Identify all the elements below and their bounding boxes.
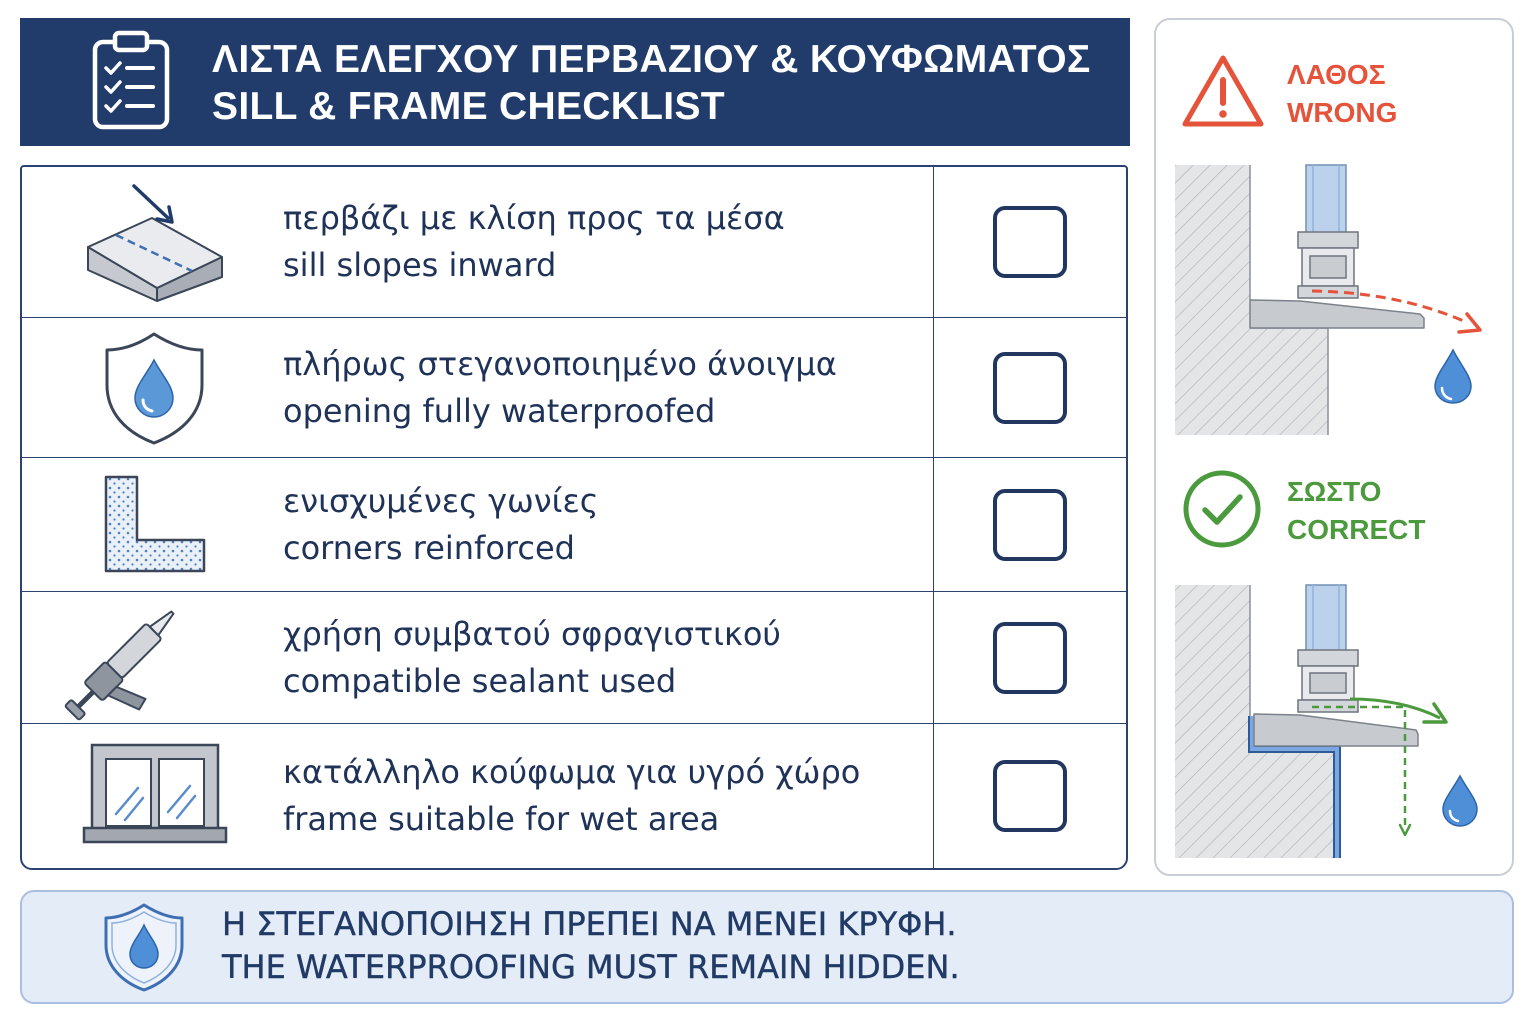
correct-label-english: CORRECT: [1287, 514, 1426, 545]
item-text-english: opening fully waterproofed: [283, 391, 716, 430]
wrong-label: [1287, 56, 1397, 132]
checklist-row: [22, 318, 1126, 458]
correct-label: [1287, 473, 1425, 549]
window-frame-icon: [78, 738, 232, 848]
note-text-english: THE WATERPROOFING MUST REMAIN HIDDEN.: [222, 948, 960, 986]
window-sill: [1254, 714, 1418, 746]
water-drop-icon: [1435, 350, 1471, 403]
page-title: [212, 36, 1091, 130]
checklist-item-text: [283, 318, 837, 457]
clipboard-checklist-icon: [86, 28, 176, 134]
sloped-sill-icon: [70, 175, 240, 310]
shield-water-drop-icon: [95, 328, 215, 450]
item-text-english: compatible sealant used: [283, 661, 677, 700]
checklist-row: [22, 724, 1126, 868]
check-cell: [933, 458, 1126, 591]
caulking-gun-icon: [60, 598, 190, 720]
check-cell: [933, 167, 1126, 317]
item-text-greek: πλήρως στεγανοποιημένο άνοιγμα: [283, 344, 837, 383]
item-text-english: corners reinforced: [283, 528, 575, 567]
checkbox[interactable]: [993, 760, 1067, 832]
item-text-greek: ενισχυμένες γωνίες: [283, 481, 599, 520]
check-cell: [933, 724, 1126, 868]
window-frame: [1298, 165, 1358, 298]
check-circle-icon: [1180, 467, 1264, 551]
note-banner: [20, 890, 1514, 1004]
item-text-greek: χρήση συμβατού σφραγιστικού: [283, 614, 781, 653]
wrong-label-english: WRONG: [1287, 97, 1398, 128]
wrong-label-greek: ΛΑΘΟΣ: [1287, 59, 1386, 90]
correct-sill-diagram: [1170, 580, 1490, 865]
shield-water-drop-icon: [100, 900, 188, 995]
note-text: [222, 903, 960, 989]
warning-triangle-icon: [1180, 52, 1266, 130]
checklist-row: [22, 592, 1126, 724]
comparison-panel: [1154, 18, 1514, 876]
water-drop-icon: [1443, 776, 1477, 826]
window-sill: [1250, 300, 1424, 328]
checkbox[interactable]: [993, 622, 1067, 694]
checkbox[interactable]: [993, 489, 1067, 561]
check-cell: [933, 318, 1126, 457]
wrong-sill-diagram: [1170, 160, 1490, 440]
item-text-greek: περβάζι με κλίση προς τα μέσα: [283, 199, 785, 237]
header-banner: [20, 18, 1130, 146]
page-title-english: SILL & FRAME CHECKLIST: [212, 85, 725, 128]
item-text-english: frame suitable for wet area: [283, 800, 720, 838]
page-title-greek: ΛΙΣΤΑ ΕΛΕΓΧΟΥ ΠΕΡΒΑΖΙΟΥ & ΚΟΥΦΩΜΑΤΟΣ: [212, 38, 1091, 81]
reinforced-corner-icon: [95, 470, 215, 580]
checklist-row: [22, 167, 1126, 318]
checklist-item-text: [283, 167, 785, 317]
water-flow-arrow: [1350, 699, 1446, 722]
checkbox[interactable]: [993, 206, 1067, 278]
checklist-table: [20, 165, 1128, 870]
checklist-row: [22, 458, 1126, 592]
item-text-english: sill slopes inward: [283, 246, 557, 284]
note-text-greek: Η ΣΤΕΓΑΝΟΠΟΙΗΣΗ ΠΡΕΠΕΙ ΝΑ ΜΕΝΕΙ ΚΡΥΦΗ.: [222, 905, 957, 943]
checkbox[interactable]: [993, 352, 1067, 424]
item-text-greek: κατάλληλο κούφωμα για υγρό χώρο: [283, 753, 861, 791]
window-frame: [1298, 585, 1358, 712]
checklist-item-text: [283, 724, 860, 868]
check-cell: [933, 592, 1126, 723]
checklist-item-text: [283, 458, 599, 591]
checklist-item-text: [283, 592, 781, 723]
correct-label-greek: ΣΩΣΤΟ: [1287, 476, 1382, 507]
